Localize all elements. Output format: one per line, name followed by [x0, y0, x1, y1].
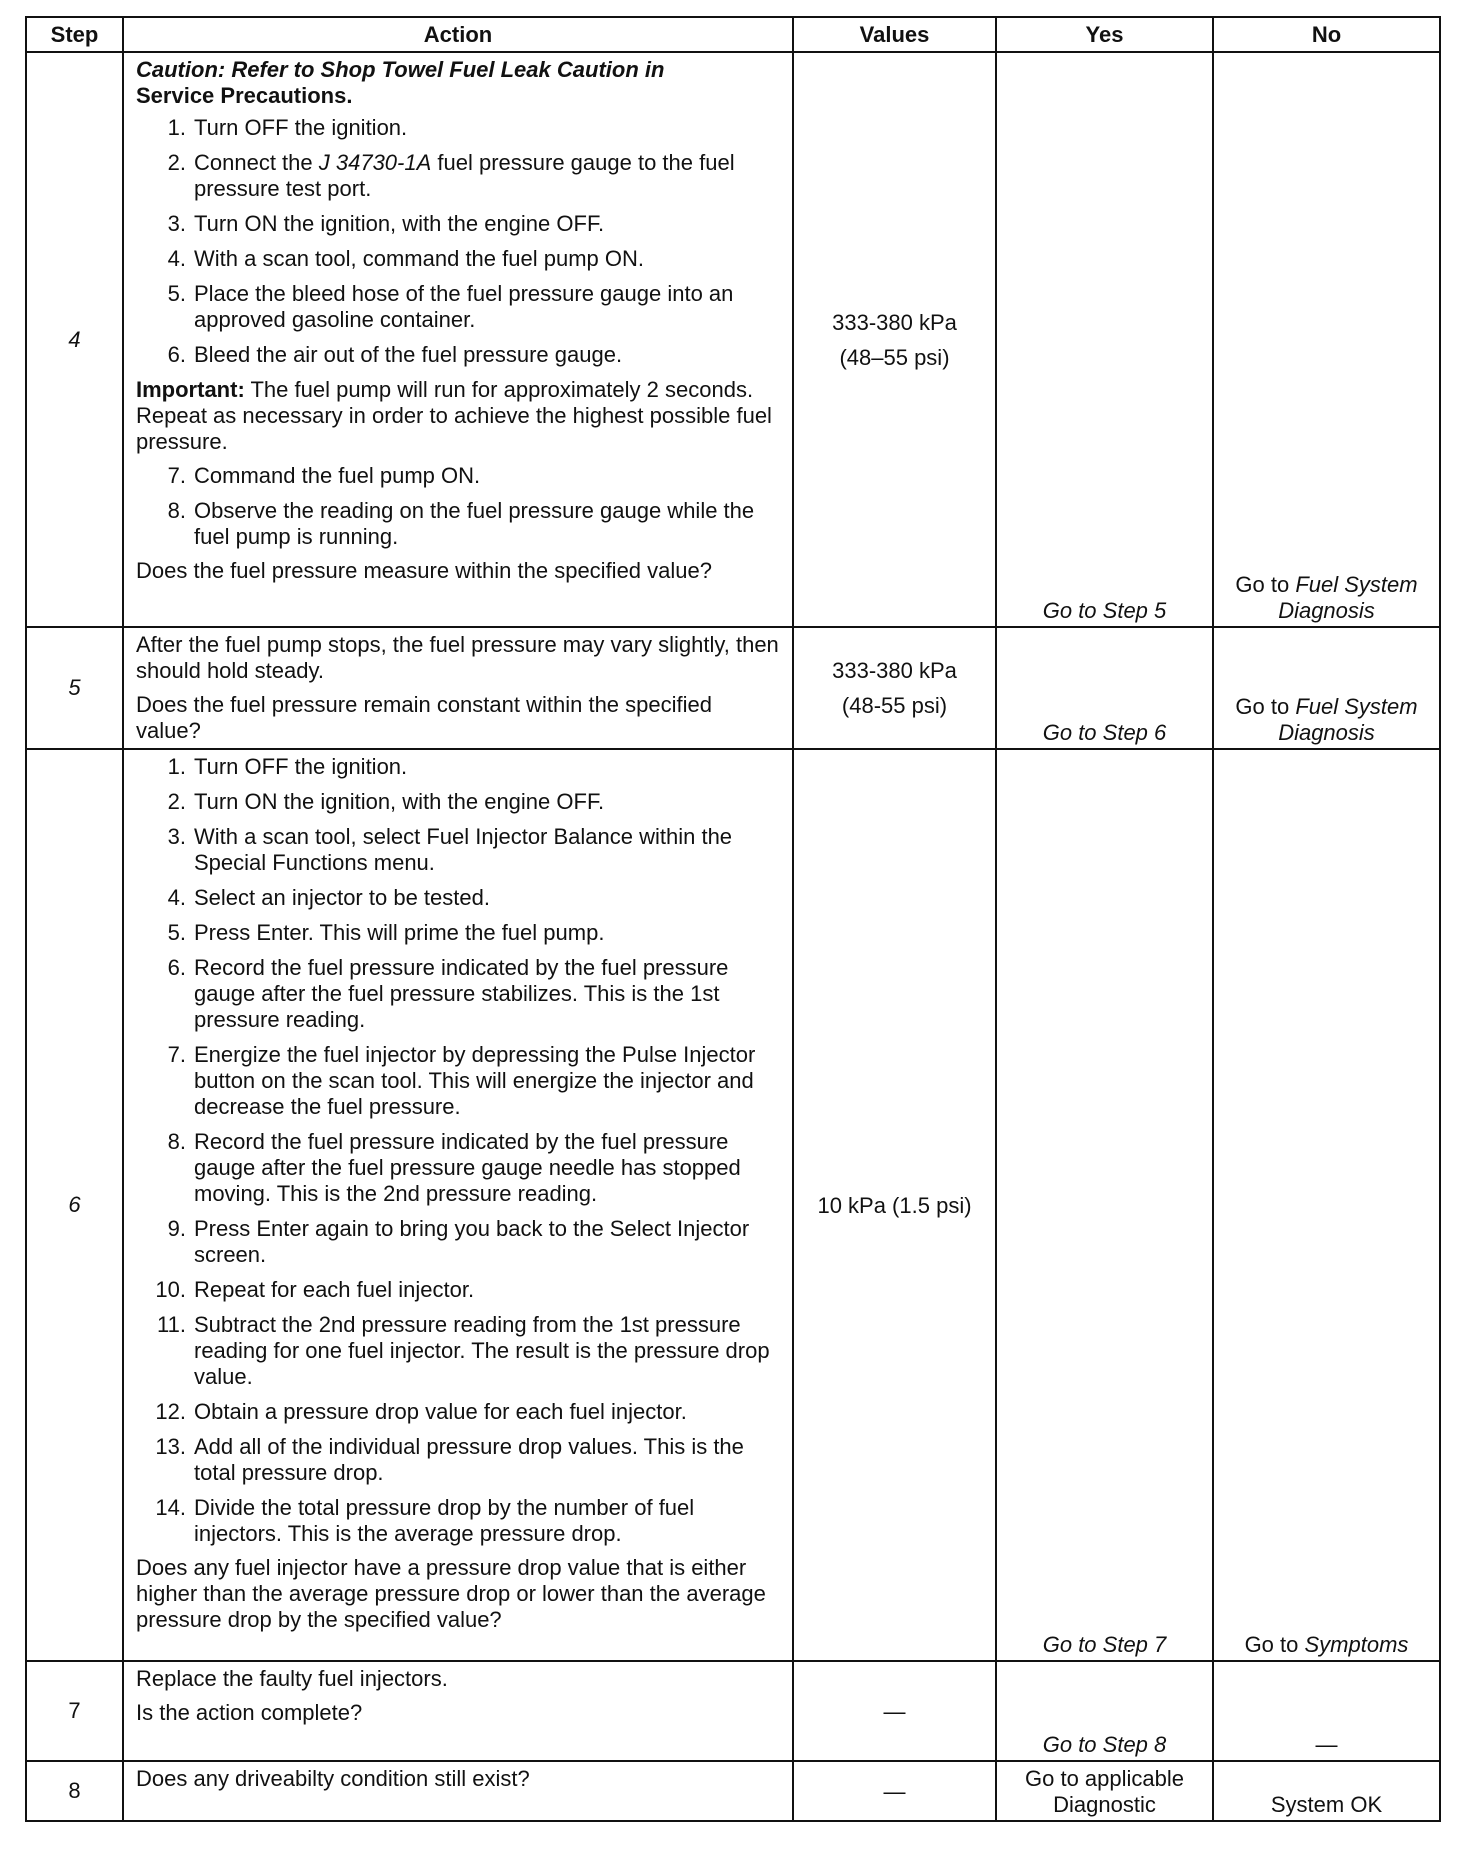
tool-number: J 34730-1A — [318, 150, 432, 175]
action-cell: Replace the faulty fuel injectors. Is the action complete? — [123, 1661, 793, 1761]
action-cell: Does any driveabilty condition still exist? — [123, 1761, 793, 1821]
list-item: 7. Command the fuel pump ON. — [167, 463, 481, 488]
action-cell — [123, 749, 793, 1661]
caution-text: Caution: Refer to Shop Towel Fuel Leak Caution in — [136, 57, 665, 82]
yes-cell: Go to Step 7 — [996, 749, 1213, 1661]
question-text: Does any fuel injector have a pressure drop value that is either higher than the average pressure drop or lower than the average pressure drop by the specified value? — [136, 1555, 766, 1632]
list-item: 8. Record the fuel pressure indicated by the fuel pressure gauge after the fuel pressure gauge needle has stopped moving. This is the 2nd pressure reading. — [167, 1129, 741, 1206]
step-number: 8 — [26, 1761, 123, 1821]
header-step: Step — [26, 17, 123, 52]
table-row — [26, 1761, 1440, 1821]
header-yes: Yes — [996, 17, 1213, 52]
list-item: 2. Turn ON the ignition, with the engine OFF. — [167, 789, 605, 814]
table-row — [26, 52, 1440, 627]
list-item: 8. Observe the reading on the fuel pressure gauge while the fuel pump is running. — [167, 498, 755, 549]
header-no: No — [1213, 17, 1440, 52]
action-cell — [123, 52, 793, 627]
table-row — [26, 1661, 1440, 1761]
procedure-list — [136, 754, 782, 1547]
list-item: 4. With a scan tool, command the fuel pump ON. — [167, 246, 644, 271]
procedure-list — [136, 115, 782, 368]
list-item: 12. Obtain a pressure drop value for each fuel injector. — [155, 1399, 687, 1424]
list-item: 11. Subtract the 2nd pressure reading from the 1st pressure reading for one fuel injector. The result is the pressure drop value. — [157, 1312, 770, 1389]
no-cell: Go to Symptoms — [1213, 749, 1440, 1661]
list-item: 13. Add all of the individual pressure drop values. This is the total pressure drop. — [155, 1434, 744, 1485]
action-cell: After the fuel pump stops, the fuel pressure may vary slightly, then should hold steady. Does the fuel pressure remain constant within the specified value? — [123, 627, 793, 749]
table-row — [26, 749, 1440, 1661]
diagnostic-page — [25, 16, 1439, 1822]
yes-cell: Go to Step 8 — [996, 1661, 1213, 1761]
header-row — [26, 17, 1440, 52]
list-item: 9. Press Enter again to bring you back to the Select Injector screen. — [167, 1216, 750, 1267]
list-item: 5. Press Enter. This will prime the fuel pump. — [167, 920, 605, 945]
values-cell: 333-380 kPa (48-55 psi) — [793, 627, 996, 749]
step-number: 4 — [26, 52, 123, 627]
caution-reference: Service Precautions. — [136, 83, 353, 108]
list-item: 10. Repeat for each fuel injector. — [155, 1277, 475, 1302]
values-cell: 10 kPa (1.5 psi) — [793, 749, 996, 1661]
list-item: 6. Bleed the air out of the fuel pressure gauge. — [167, 342, 623, 367]
no-cell: Go to Fuel System Diagnosis — [1213, 627, 1440, 749]
list-item: 1. Turn OFF the ignition. — [167, 115, 408, 140]
values-cell: — — [793, 1661, 996, 1761]
table-row — [26, 627, 1440, 749]
no-cell: System OK — [1213, 1761, 1440, 1821]
procedure-list — [136, 463, 782, 550]
important-note: Important: The fuel pump will run for approximately 2 seconds. Repeat as necessary in order to achieve the highest possible fuel pressure. — [136, 377, 772, 454]
step-number: 5 — [26, 627, 123, 749]
values-cell: — — [793, 1761, 996, 1821]
no-cell: — — [1213, 1661, 1440, 1761]
question-text: Is the action complete? — [136, 1700, 363, 1725]
list-item: 2. Connect the J 34730-1A fuel pressure gauge to the fuel pressure test port. — [167, 150, 735, 201]
step-number: 6 — [26, 749, 123, 1661]
list-item: 7. Energize the fuel injector by depressing the Pulse Injector button on the scan tool. This will energize the injector and decrease the fuel pressure. — [167, 1042, 756, 1119]
no-cell: Go to Fuel System Diagnosis — [1213, 52, 1440, 627]
yes-cell: Go to Step 5 — [996, 52, 1213, 627]
header-action: Action — [123, 17, 793, 52]
list-item: 14. Divide the total pressure drop by the number of fuel injectors. This is the average pressure drop. — [155, 1495, 695, 1546]
diagnostic-table — [25, 16, 1441, 1822]
list-item: 6. Record the fuel pressure indicated by the fuel pressure gauge after the fuel pressure stabilizes. This is the 1st pressure reading. — [167, 955, 729, 1032]
list-item: 3. With a scan tool, select Fuel Injector Balance within the Special Functions menu. — [167, 824, 733, 875]
yes-cell: Go to Step 6 — [996, 627, 1213, 749]
question-text: Does the fuel pressure remain constant within the specified value? — [136, 692, 712, 743]
values-cell: 333-380 kPa (48–55 psi) — [793, 52, 996, 627]
step-number: 7 — [26, 1661, 123, 1761]
header-values: Values — [793, 17, 996, 52]
list-item: 3. Turn ON the ignition, with the engine OFF. — [167, 211, 605, 236]
yes-cell: Go to applicable Diagnostic — [996, 1761, 1213, 1821]
list-item: 1. Turn OFF the ignition. — [167, 754, 408, 779]
list-item: 4. Select an injector to be tested. — [167, 885, 490, 910]
question-text: Does the fuel pressure measure within the specified value? — [136, 558, 712, 583]
list-item: 5. Place the bleed hose of the fuel pressure gauge into an approved gasoline container. — [167, 281, 734, 332]
